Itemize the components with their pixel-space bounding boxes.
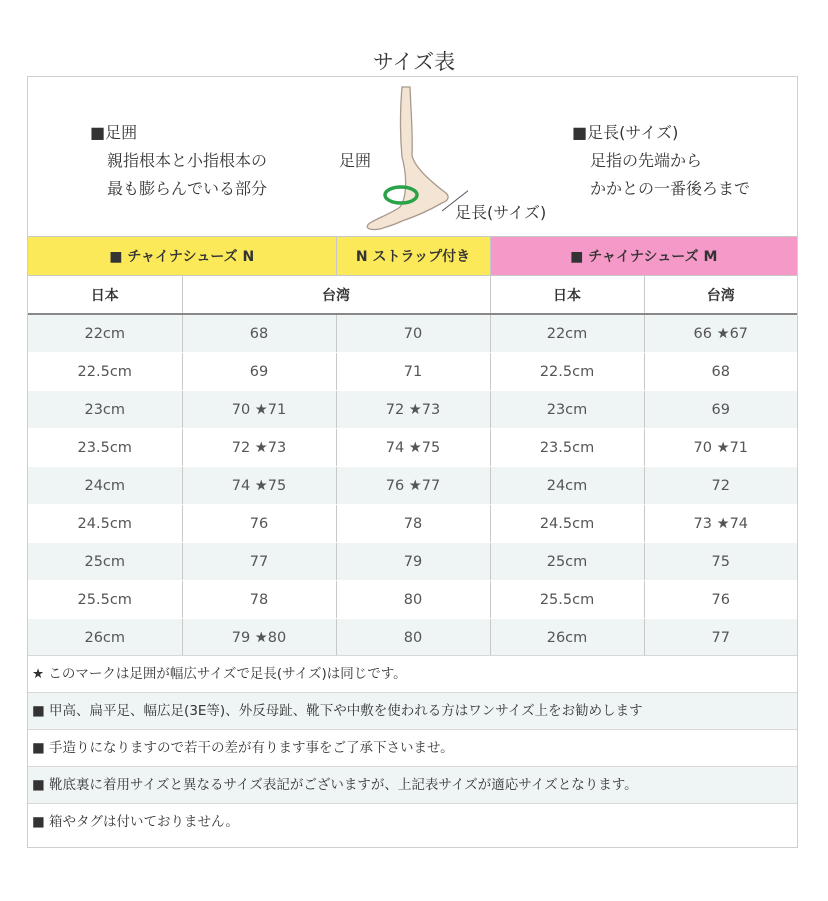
table-row <box>28 543 797 581</box>
group-header-china-shoes-m: ■ チャイナシューズ M <box>490 237 797 276</box>
table-cell: 80 <box>336 581 490 619</box>
table-cell: 70 ★71 <box>644 429 797 467</box>
table-cell: 70 ★71 <box>182 391 336 429</box>
table-cell: 25.5cm <box>490 581 644 619</box>
table-cell: 72 <box>644 467 797 505</box>
note-star-mark: ★ このマークは足囲が幅広サイズで足長(サイズ)は同じです。 <box>28 655 797 692</box>
sub-header-japan: 日本 <box>490 276 644 315</box>
note-no-box-tag: ■ 箱やタグは付いておりません。 <box>28 803 797 840</box>
table-cell: 79 <box>336 543 490 581</box>
table-cell: 23cm <box>28 391 182 429</box>
table-row <box>28 353 797 391</box>
table-cell: 26cm <box>490 619 644 657</box>
table-cell: 77 <box>182 543 336 581</box>
table-cell: 22.5cm <box>28 353 182 391</box>
table-cell: 22.5cm <box>490 353 644 391</box>
sub-header-taiwan: 台湾 <box>644 276 797 315</box>
table-cell: 74 ★75 <box>182 467 336 505</box>
foot-illustration <box>358 83 468 233</box>
note-handmade: ■ 手造りになりますので若干の差が有ります事をご了承下さいませ。 <box>28 729 797 766</box>
table-cell: 24cm <box>28 467 182 505</box>
table-cell: 78 <box>182 581 336 619</box>
table-cell: 71 <box>336 353 490 391</box>
page-title: サイズ表 <box>372 50 456 74</box>
table-cell: 25.5cm <box>28 581 182 619</box>
table-cell: 75 <box>644 543 797 581</box>
table-row <box>28 391 797 429</box>
table-cell: 69 <box>182 353 336 391</box>
foot-girth-heading: ■足囲 <box>90 123 138 142</box>
table-cell: 69 <box>644 391 797 429</box>
foot-diagram <box>28 77 797 236</box>
table-cell: 22cm <box>490 314 644 353</box>
table-cell: 70 <box>336 314 490 353</box>
foot-girth-label: 足囲 <box>339 151 372 170</box>
table-cell: 66 ★67 <box>644 314 797 353</box>
table-row <box>28 619 797 657</box>
table-cell: 78 <box>336 505 490 543</box>
foot-length-label: 足長(サイズ) <box>455 203 547 222</box>
table-row <box>28 505 797 543</box>
size-table <box>28 236 797 657</box>
table-cell: 80 <box>336 619 490 657</box>
table-cell: 77 <box>644 619 797 657</box>
table-cell: 76 <box>644 581 797 619</box>
note-sole-size-label: ■ 靴底裏に着用サイズと異なるサイズ表記がございますが、上記表サイズが適応サイズとなります。 <box>28 766 797 803</box>
table-cell: 68 <box>182 314 336 353</box>
foot-length-heading: ■足長(サイズ) <box>572 123 679 142</box>
table-cell: 25cm <box>28 543 182 581</box>
table-cell: 76 ★77 <box>336 467 490 505</box>
group-header-row <box>28 237 797 276</box>
sub-header-taiwan: 台湾 <box>182 276 490 315</box>
table-cell: 79 ★80 <box>182 619 336 657</box>
table-cell: 68 <box>644 353 797 391</box>
foot-girth-desc-line1: 親指根本と小指根本の <box>107 151 268 170</box>
table-cell: 23.5cm <box>28 429 182 467</box>
table-row <box>28 314 797 353</box>
foot-shape <box>367 87 448 230</box>
table-cell: 22cm <box>28 314 182 353</box>
table-cell: 73 ★74 <box>644 505 797 543</box>
table-cell: 24cm <box>490 467 644 505</box>
table-cell: 23.5cm <box>490 429 644 467</box>
table-cell: 24.5cm <box>490 505 644 543</box>
sub-header-japan: 日本 <box>28 276 182 315</box>
table-cell: 74 ★75 <box>336 429 490 467</box>
table-cell: 23cm <box>490 391 644 429</box>
table-cell: 26cm <box>28 619 182 657</box>
table-row <box>28 581 797 619</box>
foot-length-desc-line2: かかとの一番後ろまで <box>590 179 751 198</box>
table-row <box>28 467 797 505</box>
table-cell: 72 ★73 <box>182 429 336 467</box>
table-cell: 72 ★73 <box>336 391 490 429</box>
table-cell: 25cm <box>490 543 644 581</box>
notes-list <box>28 655 797 840</box>
group-header-china-shoes-n: ■ チャイナシューズ N <box>28 237 336 276</box>
foot-length-desc-line1: 足指の先端から <box>590 151 703 170</box>
note-size-up-advice: ■ 甲高、扁平足、幅広足(3E等)、外反母趾、靴下や中敷を使われる方はワンサイズ上をお勧めします <box>28 692 797 729</box>
table-row <box>28 429 797 467</box>
sub-header-row <box>28 276 797 315</box>
size-chart <box>27 76 798 848</box>
table-cell: 24.5cm <box>28 505 182 543</box>
foot-girth-desc-line2: 最も膨らんでいる部分 <box>107 179 268 198</box>
table-cell: 76 <box>182 505 336 543</box>
group-header-n-strap: N ストラップ付き <box>336 237 490 276</box>
